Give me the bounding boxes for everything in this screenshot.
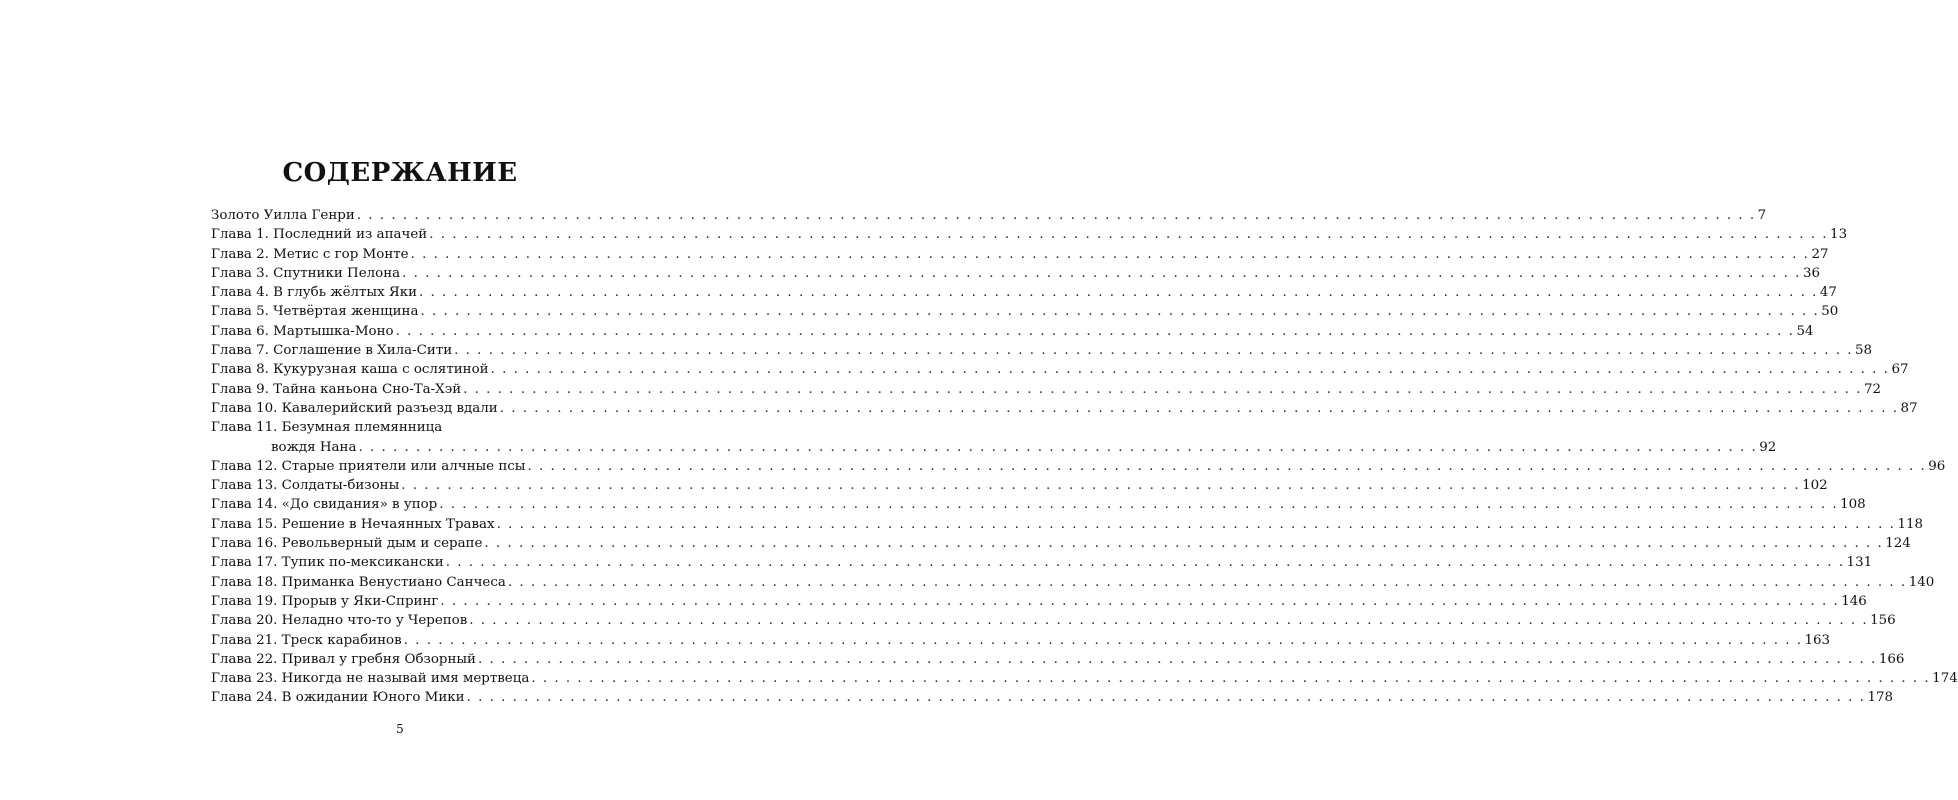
leader-dots <box>440 592 1839 611</box>
toc-entry-page: 156 <box>1870 613 1896 629</box>
toc-entry-title: Глава 10. Кавалерийский разъезд вдали <box>211 400 498 416</box>
leader-dots <box>420 302 1819 321</box>
toc-entry-page: 7 <box>1757 208 1767 223</box>
toc-entry-page: 118 <box>1897 516 1923 532</box>
leader-dots <box>497 515 1896 534</box>
toc-entry-page: 50 <box>1821 304 1839 320</box>
leader-dots <box>508 573 1907 592</box>
toc-entry-page: 124 <box>1885 536 1911 552</box>
toc-entry <box>211 283 1837 302</box>
leader-dots <box>491 360 1890 379</box>
toc-entry-title: Глава 13. Солдаты-бизоны <box>211 478 400 494</box>
toc-entry <box>211 322 1814 341</box>
toc-entry <box>211 302 1839 321</box>
toc-entry <box>211 457 1946 476</box>
toc-entry-title-continuation: вождя Нана <box>271 439 357 455</box>
toc-entry-title: Глава 18. Приманка Венустиано Санчеса <box>211 574 506 590</box>
toc-entry <box>211 592 1867 611</box>
toc-entry-page: 140 <box>1908 574 1935 590</box>
toc-entry-page: 27 <box>1811 246 1829 262</box>
leader-dots <box>429 225 1828 244</box>
toc-entry-title: Глава 23. Никогда не называй имя мертвеца <box>211 671 530 687</box>
toc-entry-page: 131 <box>1846 555 1873 571</box>
leader-dots <box>454 341 1853 360</box>
toc-entry-page: 54 <box>1796 323 1814 339</box>
toc-entry-title: Глава 6. Мартышка-Моно <box>211 323 394 339</box>
leader-dots <box>469 611 1868 630</box>
toc-entry-page: 47 <box>1819 285 1837 301</box>
toc-entry <box>211 650 1905 669</box>
toc-entry <box>211 476 1828 495</box>
toc-entry <box>211 631 1831 650</box>
toc-entry-title: Глава 12. Старые приятели или алчные псы <box>211 458 526 474</box>
leader-dots <box>467 688 1866 707</box>
toc-entry-page: 87 <box>1900 400 1918 416</box>
toc-entry-title: Глава 5. Четвёртая женщина <box>211 304 419 320</box>
toc-entry-page: 108 <box>1840 497 1866 513</box>
toc-entry <box>211 495 1866 514</box>
toc-entry-title: Глава 17. Тупик по-мексикански <box>211 555 444 571</box>
toc-entry-page: 174 <box>1932 671 1958 687</box>
leader-dots <box>478 650 1877 669</box>
toc-entry <box>211 264 1820 283</box>
toc-entry-title: Глава 4. В глубь жёлтых Яки <box>211 285 418 301</box>
toc-entry <box>211 515 1923 534</box>
toc-entry <box>211 418 590 437</box>
toc-entry <box>211 360 1909 379</box>
toc-entry-page: 92 <box>1759 439 1777 455</box>
leader-dots <box>396 322 1795 341</box>
toc-entry <box>211 225 1848 244</box>
toc-entry-title: Глава 7. Соглашение в Хила-Сити <box>211 343 453 359</box>
leader-dots <box>419 283 1818 302</box>
toc-entry-title: Глава 24. В ожидании Юного Мики <box>211 690 465 706</box>
toc-entry-page: 58 <box>1855 343 1873 359</box>
toc-entry-title: Глава 2. Метис с гор Монте <box>211 246 409 262</box>
toc-entry-title: Глава 22. Привал у гребня Обзорный <box>211 651 476 667</box>
table-of-contents <box>211 206 1958 708</box>
toc-entry <box>211 245 1829 264</box>
toc-entry-page: 96 <box>1928 458 1946 474</box>
toc-entry-continuation <box>211 438 1777 457</box>
toc-entry-title: Глава 3. Спутники Пелона <box>211 265 401 281</box>
leader-dots <box>439 495 1838 514</box>
toc-entry-page: 72 <box>1863 381 1882 397</box>
toc-entry-page: 178 <box>1867 690 1893 706</box>
toc-entry-page: 36 <box>1802 265 1820 281</box>
toc-entry-title: Глава 9. Тайна каньона Сно-Та-Хэй <box>211 381 462 397</box>
page-title: СОДЕРЖАНИЕ <box>282 158 518 188</box>
toc-entry-title: Глава 14. «До свидания» в упор <box>211 497 438 513</box>
toc-entry <box>211 399 1918 418</box>
toc-entry-title: Глава 20. Неладно что-то у Черепов <box>211 613 468 629</box>
leader-dots <box>500 399 1899 418</box>
leader-dots <box>411 245 1810 264</box>
leader-dots <box>446 553 1845 572</box>
toc-entry <box>211 573 1935 592</box>
toc-entry <box>211 688 1893 707</box>
leader-dots <box>358 438 1757 457</box>
leader-dots <box>357 206 1756 225</box>
toc-entry-title: Глава 21. Треск карабинов <box>211 632 402 648</box>
toc-entry-page: 166 <box>1878 651 1905 667</box>
toc-entry-title: Золото Уилла Генри <box>211 208 355 223</box>
toc-entry <box>211 553 1873 572</box>
leader-dots <box>527 457 1926 476</box>
toc-entry <box>211 534 1911 553</box>
toc-entry-title: Глава 15. Решение в Нечаянных Травах <box>211 516 495 532</box>
toc-entry-page: 13 <box>1830 227 1848 243</box>
leader-dots <box>463 380 1862 399</box>
toc-entry-title: Глава 16. Револьверный дым и серапе <box>211 536 483 552</box>
toc-entry-page: 163 <box>1804 632 1831 648</box>
leader-dots <box>402 264 1801 283</box>
toc-entry-title: Глава 1. Последний из апачей <box>211 227 428 243</box>
leader-dots <box>484 534 1883 553</box>
leader-dots <box>404 631 1803 650</box>
toc-entry-title: Глава 8. Кукурузная каша с ослятиной <box>211 362 489 378</box>
toc-entry-title: Глава 19. Прорыв у Яки-Спринг <box>211 593 439 609</box>
page-number: 5 <box>396 722 404 736</box>
toc-entry <box>211 341 1873 360</box>
toc-entry <box>211 206 1767 225</box>
toc-entry-page: 67 <box>1891 362 1909 378</box>
toc-entry-page: 146 <box>1841 593 1867 609</box>
toc-entry <box>211 669 1958 688</box>
toc-entry-title: Глава 11. Безумная племянница <box>211 420 443 436</box>
leader-dots <box>401 476 1800 495</box>
leader-dots <box>531 669 1930 688</box>
toc-entry-page: 102 <box>1802 478 1828 494</box>
toc-entry <box>211 380 1882 399</box>
toc-entry <box>211 611 1896 630</box>
